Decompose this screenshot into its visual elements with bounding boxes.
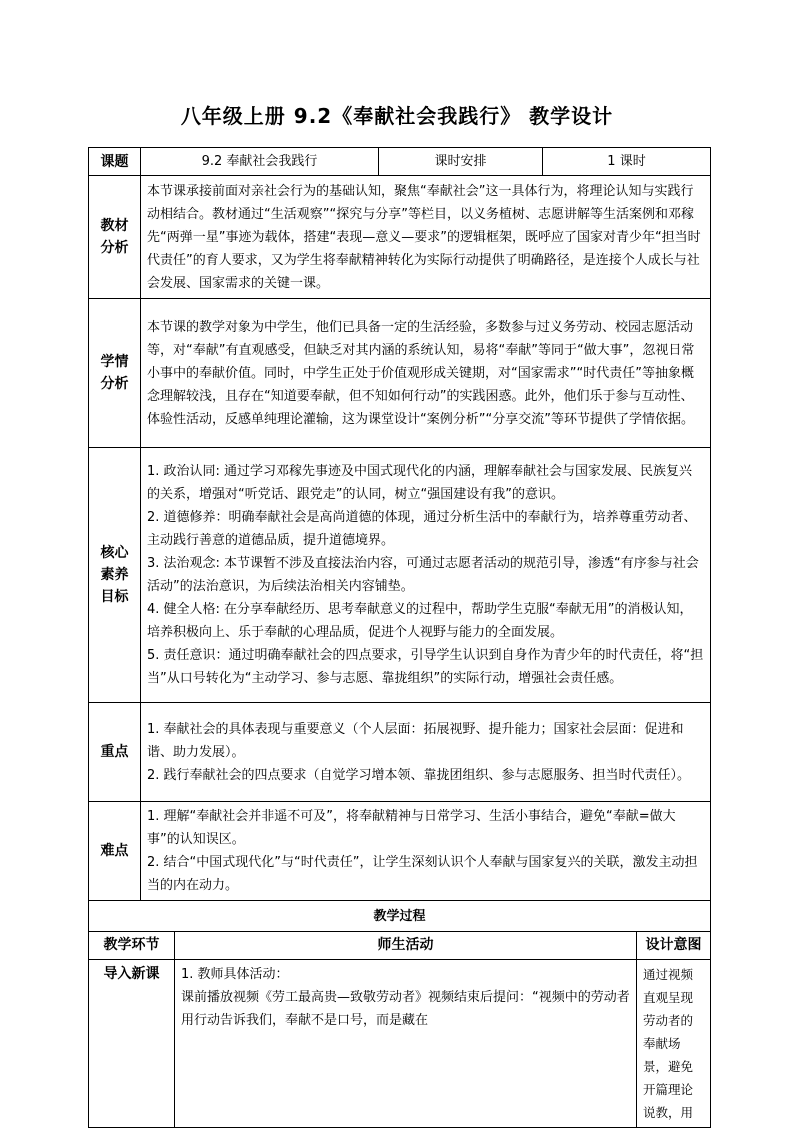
col-header-stage: 教学环节 xyxy=(89,932,175,960)
students-label-line2: 分析 xyxy=(100,376,129,392)
process-row-1 xyxy=(89,960,711,1128)
schedule-label: 课时安排 xyxy=(379,148,543,176)
difficult-row xyxy=(89,802,711,901)
students-label xyxy=(89,299,141,448)
stage-intro: 导入新课 xyxy=(89,960,175,1128)
core-item-5: 5. 责任意识：通过明确奉献社会的四点要求，引导学生认识到自身作为青少年的时代责任，将“担当”从口号转化为“主动学习、参与志愿、靠拢组织”的实际行动，增强社会责任感。 xyxy=(147,648,704,686)
core-label-line2: 素养 xyxy=(100,567,129,583)
core-item-2: 2. 道德修养：明确奉献社会是高尚道德的体现，通过分析生活中的奉献行为，培养尊重劳动者、主动践行善意的道德品质，提升道德境界。 xyxy=(147,510,697,548)
difficult-item-2: 2. 结合“中国式现代化”与“时代责任”，让学生深刻认识个人奉献与国家复兴的关联，激发主动担当的内在动力。 xyxy=(147,855,698,893)
topic-value: 9.2 奉献社会我践行 xyxy=(141,148,379,176)
core-item-3: 3. 法治观念: 本节课暂不涉及直接法治内容，可通过志愿者活动的规范引导，渗透“有序参与社会活动”的法治意识，为后续法治相关内容铺垫。 xyxy=(147,556,699,594)
key-row xyxy=(89,703,711,802)
students-row xyxy=(89,299,711,448)
topic-row xyxy=(89,148,711,176)
difficult-label: 难点 xyxy=(89,802,141,901)
core-row xyxy=(89,448,711,703)
core-label-line1: 核心 xyxy=(100,545,129,561)
students-label-line1: 学情 xyxy=(100,354,129,370)
difficult-item-1: 1. 理解“奉献社会并非遥不可及”，将奉献精神与日常学习、生活小事结合，避免“奉献=做大事”的认知误区。 xyxy=(147,809,676,847)
activity-intro-line1: 1. 教师具体活动： xyxy=(181,967,289,982)
core-item-1: 1. 政治认同: 通过学习邓稼先事迹及中国式现代化的内涵，理解奉献社会与国家发展、民族复兴的关系，增强对“听党话、跟党走”的认同，树立“强国建设有我”的意识。 xyxy=(147,464,693,502)
core-item-4: 4. 健全人格: 在分享奉献经历、思考奉献意义的过程中，帮助学生克服“奉献无用”的消极认知，培养积极向上、乐于奉献的心理品质，促进个人视野与能力的全面发展。 xyxy=(147,602,693,640)
document-title: 八年级上册 9.2《奉献社会我践行》 教学设计 xyxy=(180,104,614,128)
activity-intro xyxy=(175,960,637,1128)
key-item-2: 2. 践行奉献社会的四点要求（自觉学习增本领、靠拢团组织、参与志愿服务、担当时代责任）。 xyxy=(147,767,691,783)
process-section-title: 教学过程 xyxy=(89,901,711,932)
textbook-row xyxy=(89,176,711,299)
key-content xyxy=(141,703,711,802)
key-item-1: 1. 奉献社会的具体表现与重要意义（个人层面：拓展视野、提升能力；国家社会层面：促进和谐、助力发展）。 xyxy=(147,721,684,760)
difficult-content xyxy=(141,802,711,901)
topic-label: 课题 xyxy=(89,148,141,176)
schedule-value: 1 课时 xyxy=(543,148,711,176)
key-label: 重点 xyxy=(89,703,141,802)
textbook-label-line2: 分析 xyxy=(100,240,129,256)
core-label xyxy=(89,448,141,703)
textbook-label-line1: 教材 xyxy=(100,218,129,234)
students-text: 本节课的教学对象为中学生，他们已具备一定的生活经验，多数参与过义务劳动、校园志愿活动等，对“奉献”有直观感受，但缺乏对其内涵的系统认知，易将“奉献”等同于“做大事”，忽视日常小事中的奉献价值。同时，中学生正处于价值观形成关键期，对“国家需求”“时代责任”等抽象概念理解较浅，且存在“知道要奉献，但不知如何行动”的实践困惑。此外，他们乐于参与互动性、体验性活动，反感单纯理论灌输，这为课堂设计“案例分析”“分享交流”等环节提供了学情依据。 xyxy=(141,299,711,448)
activity-intro-line2: 课前播放视频《劳工最高贵—致敬劳动者》视频结束后提问：“视频中的劳动者用行动告诉我们，奉献不是口号，而是藏在 xyxy=(181,990,630,1028)
lesson-plan-table xyxy=(88,147,711,1128)
col-header-intent: 设计意图 xyxy=(637,932,711,960)
process-header-row xyxy=(89,932,711,960)
core-content xyxy=(141,448,711,703)
textbook-label xyxy=(89,176,141,299)
core-label-line3: 目标 xyxy=(100,589,129,605)
process-title-row xyxy=(89,901,711,932)
textbook-text: 本节课承接前面对亲社会行为的基础认知，聚焦“奉献社会”这一具体行为，将理论认知与实践行动相结合。教材通过“生活观察”“探究与分享”等栏目，以义务植树、志愿讲解等生活案例和邓稼先“两弹一星”事迹为载体，搭建“表现—意义—要求”的逻辑框架，既呼应了国家对青少年“担当时代责任”的育人要求，又为学生将奉献精神转化为实际行动提供了明确路径，是连接个人成长与社会发展、国家需求的关键一课。 xyxy=(141,176,711,299)
intent-intro: 通过视频直观呈现劳动者的奉献场景，避免开篇理论说教，用 xyxy=(637,960,711,1128)
col-header-activity: 师生活动 xyxy=(175,932,637,960)
